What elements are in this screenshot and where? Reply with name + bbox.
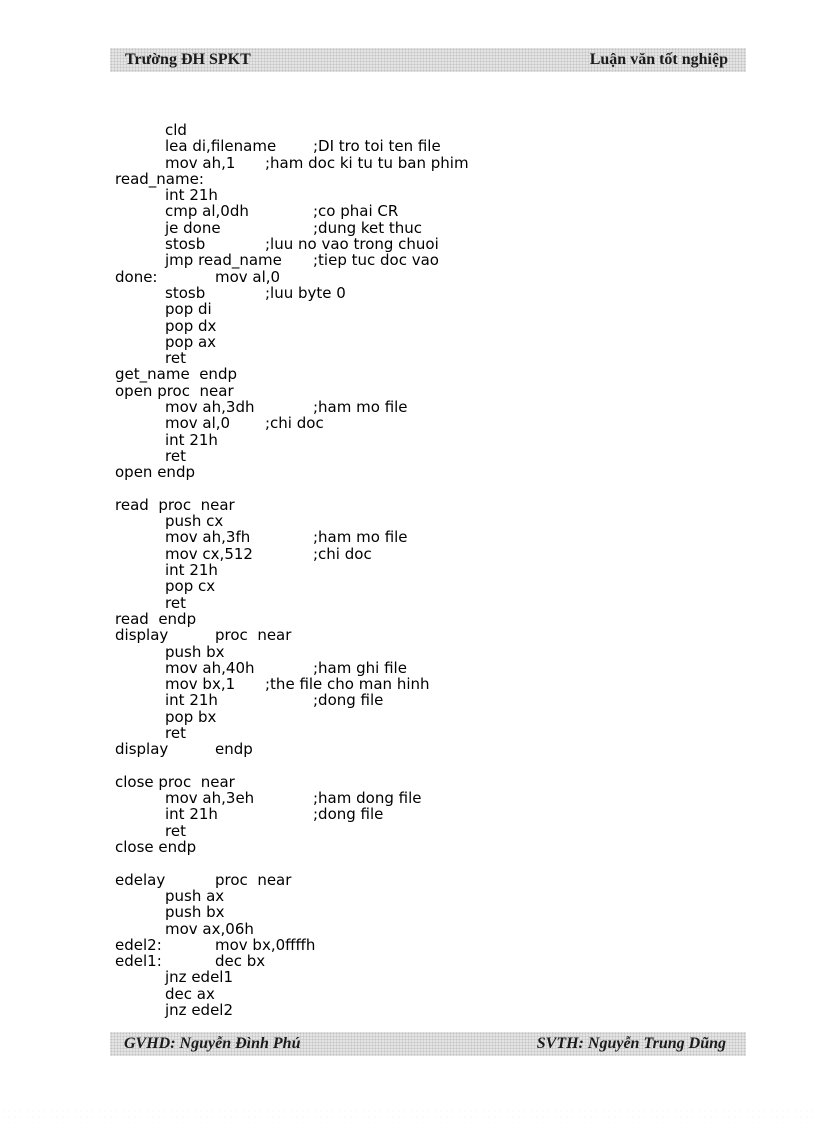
code-line bbox=[115, 481, 735, 497]
code-instruction: mov ah,3fh bbox=[165, 528, 251, 547]
code-line bbox=[115, 774, 735, 790]
code-instruction: cmp al,0dh bbox=[165, 202, 249, 221]
code-line bbox=[115, 366, 735, 382]
code-instruction: mov ax,06h bbox=[165, 919, 254, 938]
code-line bbox=[115, 122, 735, 138]
code-line bbox=[115, 741, 735, 757]
code-instruction-tail: proc near bbox=[215, 870, 292, 889]
code-instruction: int 21h bbox=[165, 430, 218, 449]
code-line bbox=[115, 855, 735, 871]
code-line bbox=[115, 904, 735, 920]
code-comment: ;the file cho man hinh bbox=[265, 675, 430, 694]
code-line bbox=[115, 872, 735, 888]
code-line bbox=[115, 464, 735, 480]
code-line bbox=[115, 187, 735, 203]
code-comment: ;chi doc bbox=[313, 544, 372, 563]
code-instruction: read proc near bbox=[115, 495, 235, 514]
code-instruction-tail: dec bx bbox=[215, 952, 266, 971]
code-instruction: push bx bbox=[165, 903, 225, 922]
code-line bbox=[115, 285, 735, 301]
code-line bbox=[115, 318, 735, 334]
code-instruction: int 21h bbox=[165, 805, 218, 824]
footer-student: SVTH: Nguyễn Trung Dũng bbox=[536, 1035, 726, 1052]
code-instruction: lea di,filename bbox=[165, 137, 277, 156]
code-comment: ;dong file bbox=[313, 805, 384, 824]
code-instruction: mov ah,3eh bbox=[165, 789, 255, 808]
code-comment: ;ham doc ki tu tu ban phim bbox=[265, 153, 469, 172]
code-comment: ;chi doc bbox=[265, 414, 324, 433]
code-comment: ;ham mo file bbox=[313, 528, 408, 547]
code-line bbox=[115, 529, 735, 545]
code-instruction: cld bbox=[165, 121, 187, 139]
code-line bbox=[115, 709, 735, 725]
code-instruction: int 21h bbox=[165, 561, 218, 580]
code-instruction: display bbox=[115, 740, 169, 759]
code-line bbox=[115, 350, 735, 366]
code-instruction: mov ah,1 bbox=[165, 153, 236, 172]
code-instruction-tail: mov al,0 bbox=[215, 267, 281, 286]
code-line bbox=[115, 252, 735, 268]
code-instruction: pop di bbox=[165, 300, 212, 319]
code-line bbox=[115, 595, 735, 611]
code-instruction: push ax bbox=[165, 886, 225, 905]
code-instruction: read_name: bbox=[115, 169, 204, 188]
code-line bbox=[115, 203, 735, 219]
code-line bbox=[115, 888, 735, 904]
scan-noise-strip bbox=[0, 1108, 816, 1123]
code-line bbox=[115, 676, 735, 692]
code-line bbox=[115, 937, 735, 953]
code-instruction: mov bx,1 bbox=[165, 675, 236, 694]
code-comment: ;ham mo file bbox=[313, 398, 408, 417]
code-line bbox=[115, 513, 735, 529]
code-instruction: mov ah,3dh bbox=[165, 398, 255, 417]
code-instruction: ret bbox=[165, 446, 186, 465]
code-line bbox=[115, 432, 735, 448]
code-line bbox=[115, 986, 735, 1002]
code-line bbox=[115, 399, 735, 415]
code-instruction: done: bbox=[115, 267, 158, 286]
code-instruction: mov ah,40h bbox=[165, 658, 255, 677]
code-instruction: ret bbox=[165, 593, 186, 612]
code-instruction: stosb bbox=[165, 283, 206, 302]
code-line bbox=[115, 171, 735, 187]
code-instruction-tail: proc near bbox=[215, 626, 292, 645]
code-instruction: jnz edel1 bbox=[165, 968, 234, 987]
code-instruction: stosb bbox=[165, 235, 206, 254]
code-instruction: jmp read_name bbox=[165, 251, 282, 270]
code-instruction: pop ax bbox=[165, 332, 217, 351]
code-line bbox=[115, 644, 735, 660]
code-instruction: edel1: bbox=[115, 952, 162, 971]
header-thesis: Luận văn tốt nghiệp bbox=[589, 51, 728, 68]
code-line bbox=[115, 578, 735, 594]
code-comment: ;luu byte 0 bbox=[265, 283, 346, 302]
code-listing bbox=[115, 122, 735, 1018]
code-instruction: ret bbox=[165, 349, 186, 368]
code-instruction: int 21h bbox=[165, 186, 218, 205]
code-instruction: pop cx bbox=[165, 577, 216, 596]
code-comment: ;dong file bbox=[313, 691, 384, 710]
footer-advisor: GVHD: Nguyễn Đình Phú bbox=[124, 1035, 301, 1052]
code-line bbox=[115, 415, 735, 431]
code-instruction: mov cx,512 bbox=[165, 544, 253, 563]
code-line bbox=[115, 725, 735, 741]
code-line bbox=[115, 562, 735, 578]
code-instruction: mov al,0 bbox=[165, 414, 231, 433]
code-instruction-tail: mov bx,0ffffh bbox=[215, 935, 316, 954]
code-line bbox=[115, 790, 735, 806]
code-instruction: get_name endp bbox=[115, 365, 237, 384]
code-instruction: close proc near bbox=[115, 772, 235, 791]
code-instruction: open endp bbox=[115, 463, 195, 482]
code-line bbox=[115, 839, 735, 855]
code-instruction: int 21h bbox=[165, 691, 218, 710]
code-instruction: ret bbox=[165, 723, 186, 742]
code-instruction: read endp bbox=[115, 609, 197, 628]
code-instruction: pop bx bbox=[165, 707, 217, 726]
code-line bbox=[115, 301, 735, 317]
code-line bbox=[115, 236, 735, 252]
code-instruction: je done bbox=[165, 218, 221, 237]
code-line bbox=[115, 611, 735, 627]
code-line bbox=[115, 448, 735, 464]
code-line bbox=[115, 334, 735, 350]
code-line bbox=[115, 758, 735, 774]
code-line bbox=[115, 1002, 735, 1018]
code-instruction: open proc near bbox=[115, 381, 234, 400]
code-line bbox=[115, 921, 735, 937]
code-line bbox=[115, 220, 735, 236]
code-line bbox=[115, 138, 735, 154]
code-instruction: pop dx bbox=[165, 316, 217, 335]
header-school: Trường ĐH SPKT bbox=[125, 51, 251, 68]
code-line bbox=[115, 969, 735, 985]
code-line bbox=[115, 627, 735, 643]
code-line bbox=[115, 546, 735, 562]
page-footer bbox=[110, 1032, 746, 1056]
code-comment: ;ham ghi file bbox=[313, 658, 407, 677]
code-line bbox=[115, 383, 735, 399]
code-line bbox=[115, 660, 735, 676]
code-comment: ;DI tro toi ten file bbox=[313, 137, 441, 156]
code-line bbox=[115, 692, 735, 708]
code-line bbox=[115, 269, 735, 285]
code-instruction: display bbox=[115, 626, 169, 645]
code-instruction: edel2: bbox=[115, 935, 162, 954]
code-instruction-tail: endp bbox=[215, 740, 253, 759]
code-instruction: dec ax bbox=[165, 984, 215, 1003]
code-line bbox=[115, 155, 735, 171]
code-line bbox=[115, 953, 735, 969]
code-line bbox=[115, 497, 735, 513]
code-instruction: jnz edel2 bbox=[165, 1001, 234, 1020]
code-instruction: push bx bbox=[165, 642, 225, 661]
code-instruction: close endp bbox=[115, 838, 197, 857]
code-line bbox=[115, 823, 735, 839]
page-header bbox=[110, 48, 746, 72]
code-instruction: push cx bbox=[165, 512, 224, 531]
code-comment: ;luu no vao trong chuoi bbox=[265, 235, 439, 254]
code-comment: ;ham dong file bbox=[313, 789, 422, 808]
code-comment: ;dung ket thuc bbox=[313, 218, 423, 237]
code-instruction: edelay bbox=[115, 870, 166, 889]
code-line bbox=[115, 806, 735, 822]
code-instruction: ret bbox=[165, 821, 186, 840]
code-comment: ;co phai CR bbox=[313, 202, 399, 221]
code-comment: ;tiep tuc doc vao bbox=[313, 251, 439, 270]
